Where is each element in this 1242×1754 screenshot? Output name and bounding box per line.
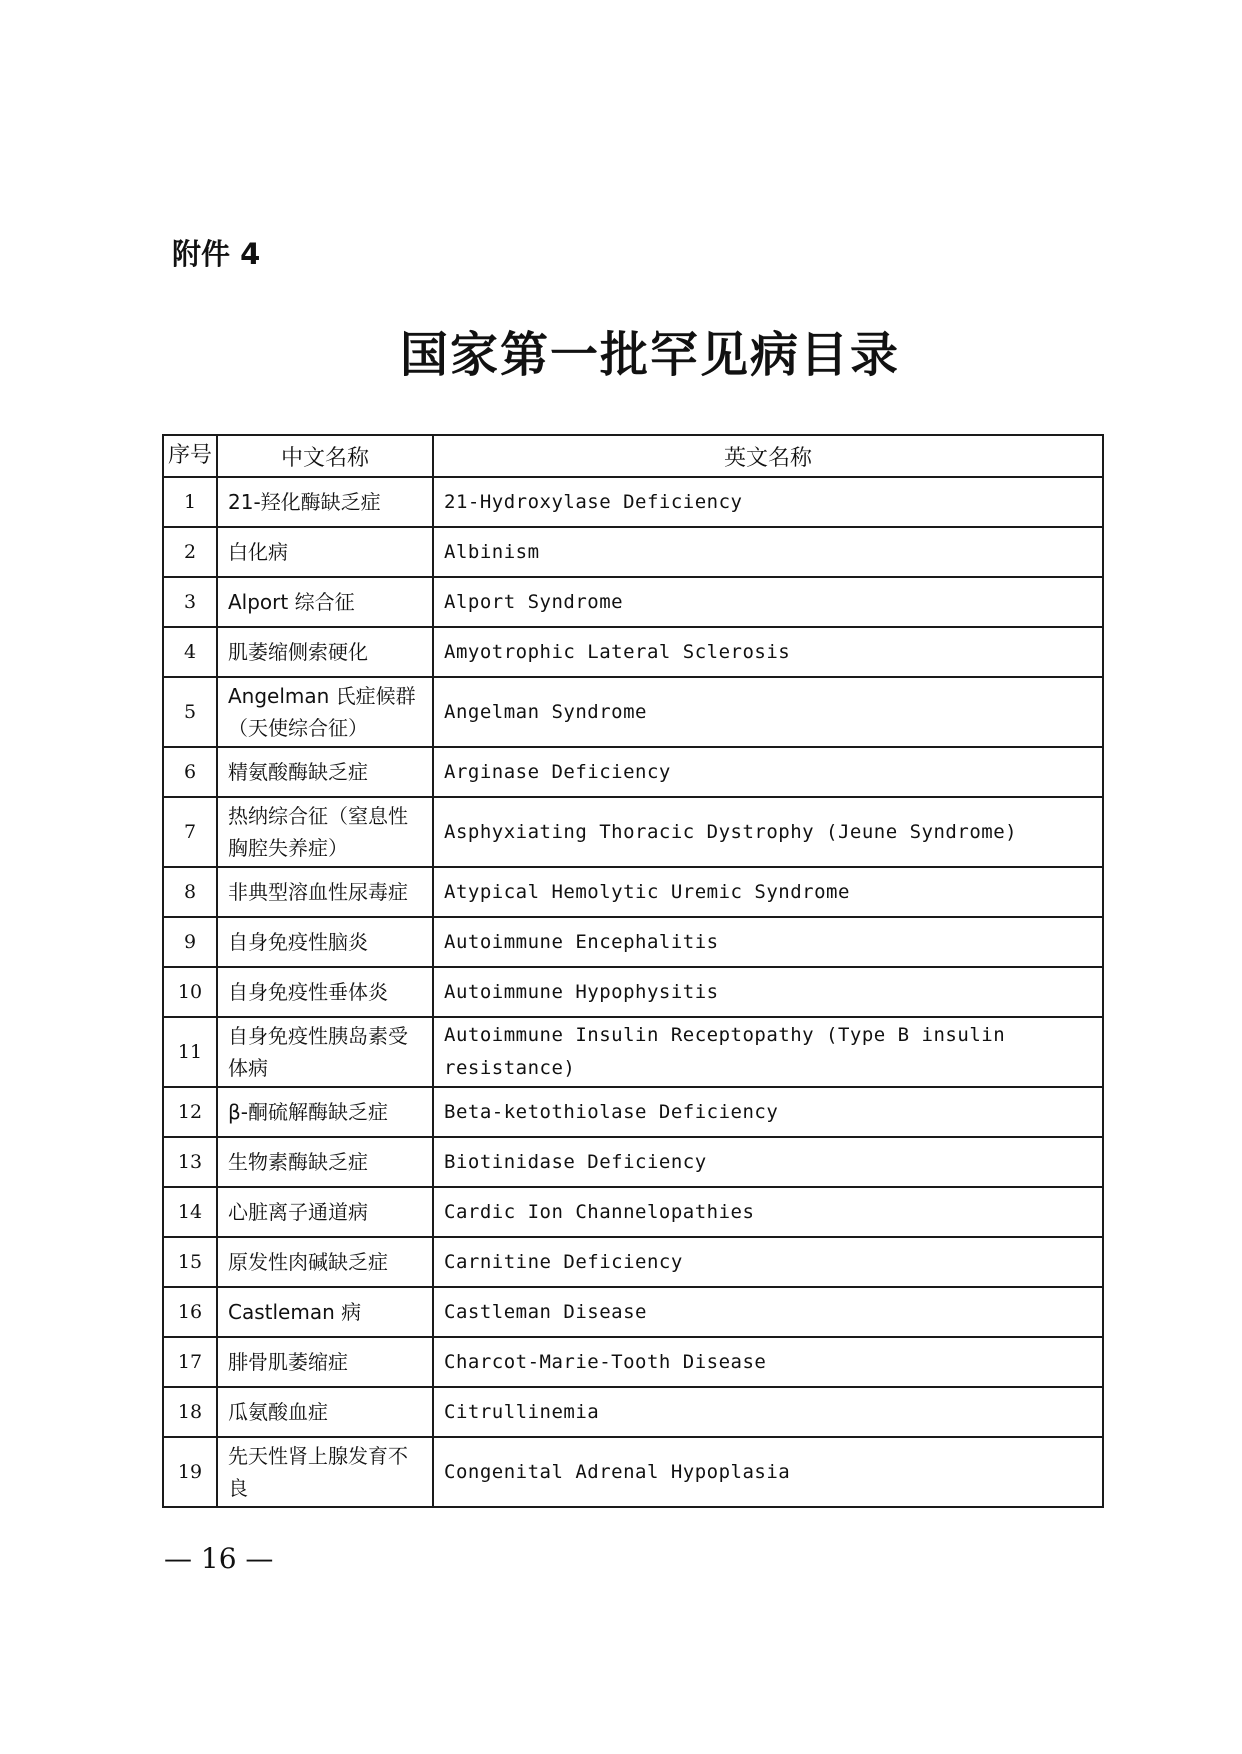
row-zh-name: β-酮硫解酶缺乏症 bbox=[217, 1087, 433, 1137]
table-row bbox=[163, 527, 1103, 577]
row-zh-name: 精氨酸酶缺乏症 bbox=[217, 747, 433, 797]
row-number: 7 bbox=[163, 797, 217, 867]
table-row bbox=[163, 1187, 1103, 1237]
row-number: 6 bbox=[163, 747, 217, 797]
table-row bbox=[163, 1287, 1103, 1337]
row-number: 12 bbox=[163, 1087, 217, 1137]
row-zh-name: Angelman 氏症候群（天使综合征） bbox=[217, 677, 433, 747]
row-en-name: Amyotrophic Lateral Sclerosis bbox=[433, 627, 1103, 677]
row-number: 15 bbox=[163, 1237, 217, 1287]
row-en-name: Angelman Syndrome bbox=[433, 677, 1103, 747]
row-number: 19 bbox=[163, 1437, 217, 1507]
row-zh-name: 非典型溶血性尿毒症 bbox=[217, 867, 433, 917]
table-header-row bbox=[163, 435, 1103, 477]
annex-label: 附件 4 bbox=[172, 237, 261, 271]
table-row bbox=[163, 747, 1103, 797]
row-number: 8 bbox=[163, 867, 217, 917]
table-row bbox=[163, 967, 1103, 1017]
rare-disease-table bbox=[162, 434, 1104, 1508]
table-row bbox=[163, 867, 1103, 917]
row-en-name: Citrullinemia bbox=[433, 1387, 1103, 1437]
table-row bbox=[163, 1017, 1103, 1087]
table-row bbox=[163, 1337, 1103, 1387]
page-number: — 16 — bbox=[164, 1542, 274, 1575]
table-row bbox=[163, 797, 1103, 867]
row-zh-name: 21-羟化酶缺乏症 bbox=[217, 477, 433, 527]
header-number bbox=[163, 435, 217, 477]
row-zh-name: 肌萎缩侧索硬化 bbox=[217, 627, 433, 677]
row-number: 4 bbox=[163, 627, 217, 677]
header-en-name: 英文名称 bbox=[433, 435, 1103, 477]
row-en-name: Albinism bbox=[433, 527, 1103, 577]
table-row bbox=[163, 1237, 1103, 1287]
row-zh-name: 自身免疫性胰岛素受体病 bbox=[217, 1017, 433, 1087]
row-zh-name: 自身免疫性脑炎 bbox=[217, 917, 433, 967]
document-title: 国家第一批罕见病目录 bbox=[399, 327, 900, 383]
header-number-label: 序号 bbox=[167, 443, 212, 468]
table-row bbox=[163, 917, 1103, 967]
row-number: 13 bbox=[163, 1137, 217, 1187]
row-number: 18 bbox=[163, 1387, 217, 1437]
row-number: 16 bbox=[163, 1287, 217, 1337]
row-en-name: Atypical Hemolytic Uremic Syndrome bbox=[433, 867, 1103, 917]
row-en-name: Cardic Ion Channelopathies bbox=[433, 1187, 1103, 1237]
row-en-name: Arginase Deficiency bbox=[433, 747, 1103, 797]
row-en-name: Autoimmune Insulin Receptopathy (Type B insulin resistance) bbox=[433, 1017, 1103, 1087]
row-en-name: Autoimmune Hypophysitis bbox=[433, 967, 1103, 1017]
row-en-name: Asphyxiating Thoracic Dystrophy (Jeune Syndrome) bbox=[433, 797, 1103, 867]
row-zh-name: 先天性肾上腺发育不良 bbox=[217, 1437, 433, 1507]
row-en-name: Autoimmune Encephalitis bbox=[433, 917, 1103, 967]
row-number: 3 bbox=[163, 577, 217, 627]
row-number: 17 bbox=[163, 1337, 217, 1387]
row-number: 11 bbox=[163, 1017, 217, 1087]
row-en-name: Carnitine Deficiency bbox=[433, 1237, 1103, 1287]
row-zh-name: Alport 综合征 bbox=[217, 577, 433, 627]
row-en-name: Castleman Disease bbox=[433, 1287, 1103, 1337]
row-en-name: Alport Syndrome bbox=[433, 577, 1103, 627]
row-number: 14 bbox=[163, 1187, 217, 1237]
row-zh-name: Castleman 病 bbox=[217, 1287, 433, 1337]
row-en-name: Biotinidase Deficiency bbox=[433, 1137, 1103, 1187]
row-number: 2 bbox=[163, 527, 217, 577]
row-number: 5 bbox=[163, 677, 217, 747]
table-row bbox=[163, 577, 1103, 627]
row-number: 9 bbox=[163, 917, 217, 967]
table-row bbox=[163, 627, 1103, 677]
row-zh-name: 自身免疫性垂体炎 bbox=[217, 967, 433, 1017]
table-row bbox=[163, 1087, 1103, 1137]
row-en-name: Charcot-Marie-Tooth Disease bbox=[433, 1337, 1103, 1387]
header-zh-name: 中文名称 bbox=[217, 435, 433, 477]
row-zh-name: 瓜氨酸血症 bbox=[217, 1387, 433, 1437]
table-row bbox=[163, 477, 1103, 527]
row-zh-name: 热纳综合征（窒息性胸腔失养症） bbox=[217, 797, 433, 867]
table-row bbox=[163, 677, 1103, 747]
row-en-name: 21-Hydroxylase Deficiency bbox=[433, 477, 1103, 527]
row-zh-name: 白化病 bbox=[217, 527, 433, 577]
row-en-name: Beta-ketothiolase Deficiency bbox=[433, 1087, 1103, 1137]
table-row bbox=[163, 1387, 1103, 1437]
row-number: 1 bbox=[163, 477, 217, 527]
table-row bbox=[163, 1137, 1103, 1187]
row-zh-name: 原发性肉碱缺乏症 bbox=[217, 1237, 433, 1287]
table-row bbox=[163, 1437, 1103, 1507]
row-en-name: Congenital Adrenal Hypoplasia bbox=[433, 1437, 1103, 1507]
row-zh-name: 腓骨肌萎缩症 bbox=[217, 1337, 433, 1387]
row-zh-name: 心脏离子通道病 bbox=[217, 1187, 433, 1237]
row-number: 10 bbox=[163, 967, 217, 1017]
row-zh-name: 生物素酶缺乏症 bbox=[217, 1137, 433, 1187]
